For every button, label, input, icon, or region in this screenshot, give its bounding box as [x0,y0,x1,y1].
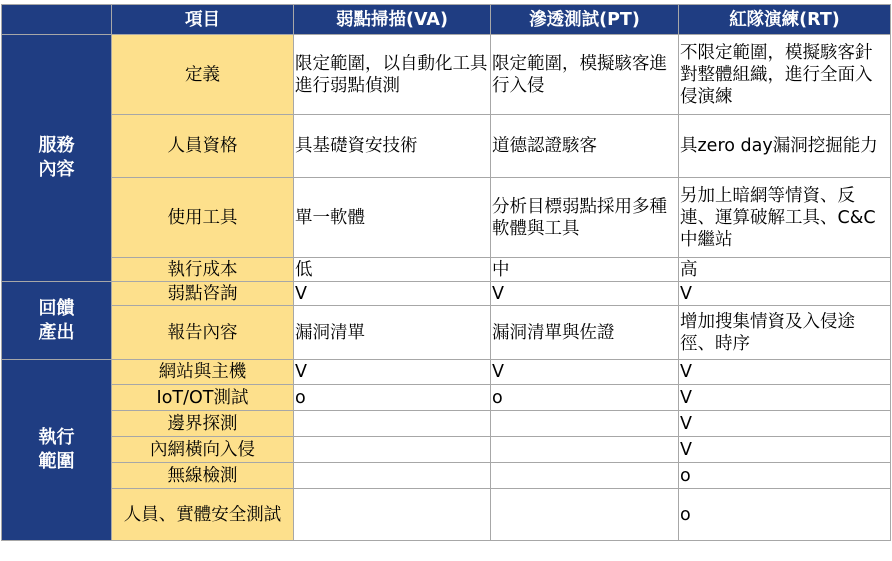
group-feedback-line2: 產出 [38,321,75,343]
va-cell [294,489,491,541]
pt-cell: 中 [491,258,679,282]
va-cell [294,437,491,463]
row-label: 內網橫向入侵 [112,437,294,463]
row-label: 執行成本 [112,258,294,282]
group-service [2,35,112,282]
row-label: IoT/OT測試 [112,385,294,411]
pt-cell [491,437,679,463]
table-row [2,115,891,178]
row-label: 使用工具 [112,178,294,258]
table-row [2,437,891,463]
table-row [2,258,891,282]
row-label: 邊界探測 [112,411,294,437]
table-row [2,178,891,258]
va-cell: 漏洞清單 [294,306,491,360]
pt-cell: V [491,360,679,385]
va-cell: V [294,282,491,306]
comparison-table [1,4,891,541]
rt-cell: 高 [679,258,891,282]
rt-cell: 另加上暗網等情資、反連、運算破解工具、C&C中繼站 [679,178,891,258]
header-item: 項目 [112,5,294,35]
row-label: 網站與主機 [112,360,294,385]
rt-cell: V [679,437,891,463]
table-row [2,385,891,411]
group-scope-line1: 執行 [38,427,75,448]
va-cell: 低 [294,258,491,282]
group-service-line1: 服務 [38,135,75,156]
table-row [2,489,891,541]
pt-cell [491,489,679,541]
va-cell [294,463,491,489]
row-label: 人員資格 [112,115,294,178]
pt-cell: 分析目標弱點採用多種軟體與工具 [491,178,679,258]
va-cell [294,411,491,437]
rt-cell: V [679,282,891,306]
pt-cell: 道德認證駭客 [491,115,679,178]
rt-cell: 具zero day漏洞挖掘能力 [679,115,891,178]
pt-cell [491,411,679,437]
row-label: 人員、實體安全測試 [112,489,294,541]
table-row [2,411,891,437]
table-row [2,282,891,306]
rt-cell: V [679,411,891,437]
group-scope-line2: 範圍 [38,451,75,472]
table-row [2,360,891,385]
table-row [2,306,891,360]
pt-cell: 漏洞清單與佐證 [491,306,679,360]
va-cell: 單一軟體 [294,178,491,258]
group-feedback-line1: 回饋 [38,297,75,319]
row-label: 弱點咨詢 [112,282,294,306]
group-service-line2: 內容 [38,159,75,180]
pt-cell: o [491,385,679,411]
rt-cell: 不限定範圍，模擬駭客針對整體組織，進行全面入侵演練 [679,35,891,115]
row-label: 報告內容 [112,306,294,360]
row-label: 無線檢測 [112,463,294,489]
rt-cell: V [679,385,891,411]
row-label: 定義 [112,35,294,115]
rt-cell: o [679,489,891,541]
va-cell: 限定範圍，以自動化工具進行弱點偵測 [294,35,491,115]
table-row [2,463,891,489]
group-scope [2,360,112,541]
header-corner [2,5,112,35]
header-rt: 紅隊演練(RT) [679,5,891,35]
header-va: 弱點掃描(VA) [294,5,491,35]
rt-cell: V [679,360,891,385]
group-feedback [2,282,112,360]
va-cell: o [294,385,491,411]
rt-cell: o [679,463,891,489]
pt-cell: V [491,282,679,306]
table-row [2,35,891,115]
pt-cell [491,463,679,489]
rt-cell: 增加搜集情資及入侵途徑、時序 [679,306,891,360]
pt-cell: 限定範圍，模擬駭客進行入侵 [491,35,679,115]
va-cell: 具基礎資安技術 [294,115,491,178]
va-cell: V [294,360,491,385]
header-row [2,5,891,35]
header-pt: 滲透測試(PT) [491,5,679,35]
